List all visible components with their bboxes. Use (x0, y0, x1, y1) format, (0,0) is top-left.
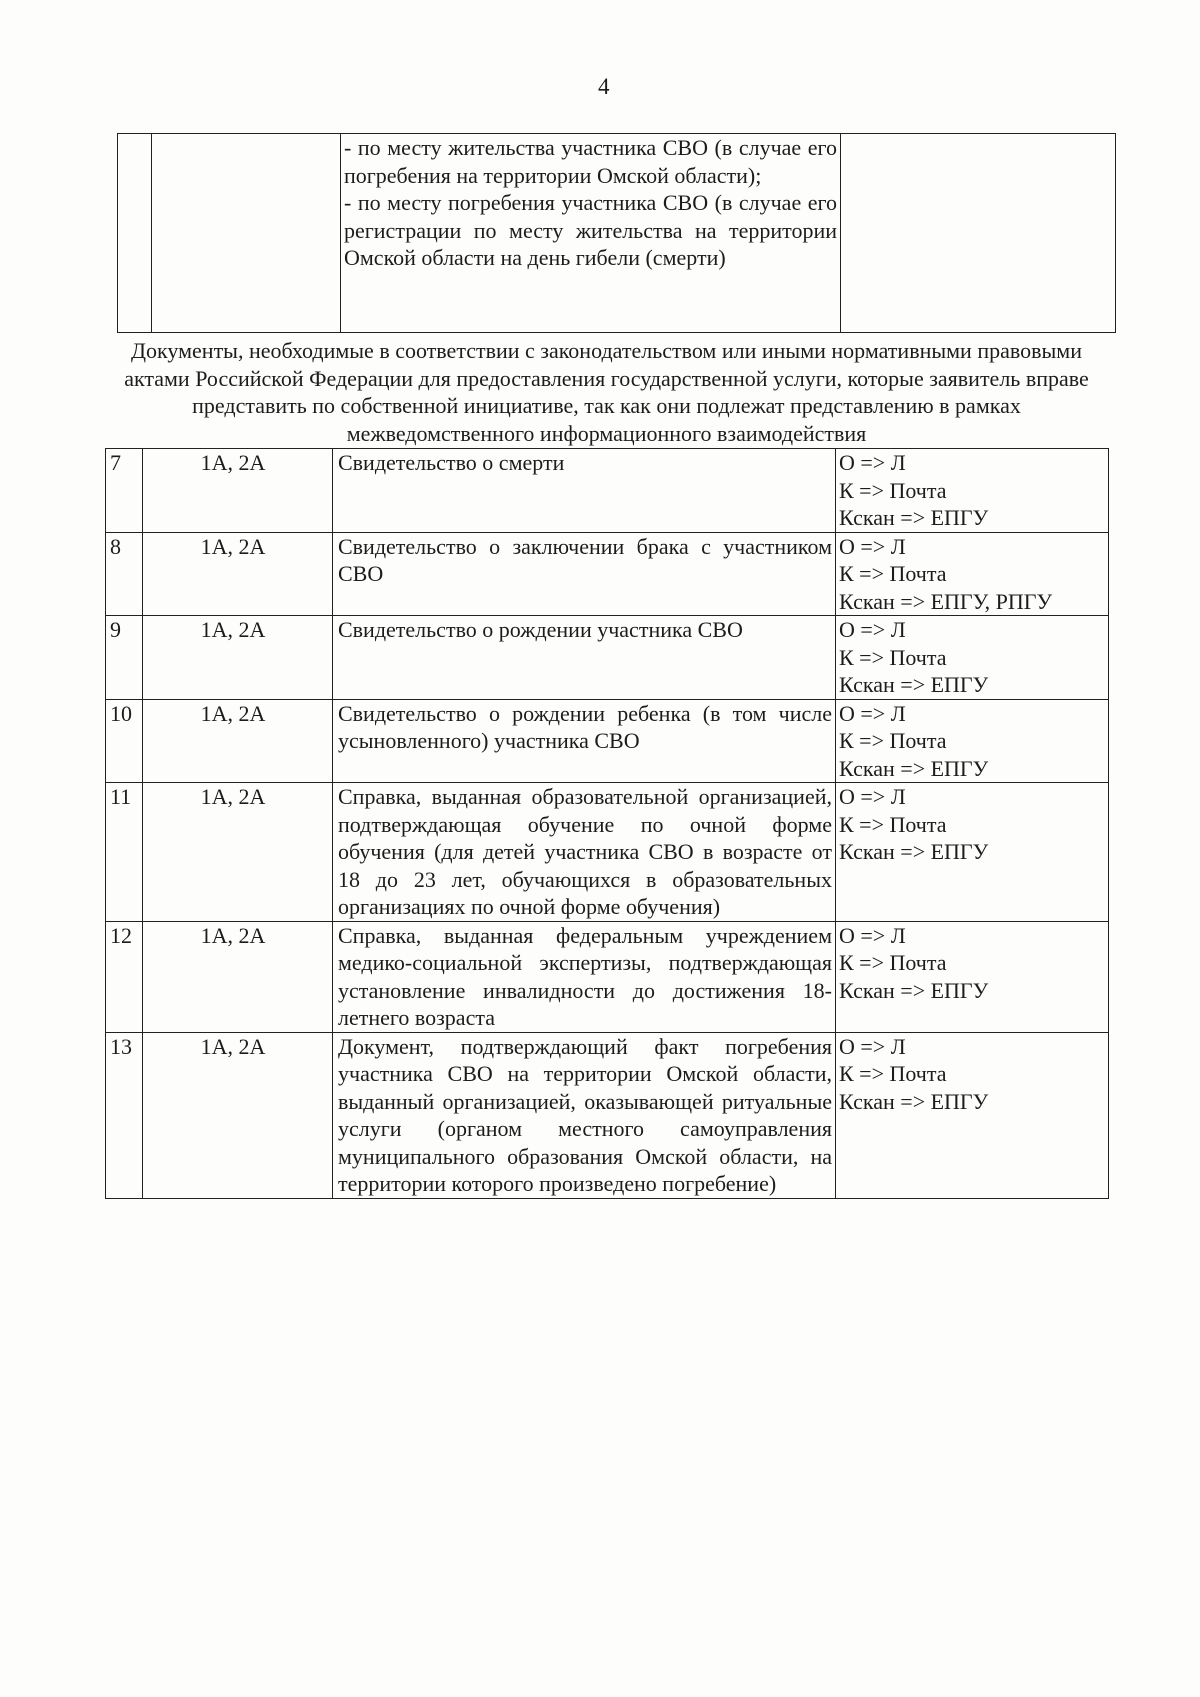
way-line: О => Л (839, 533, 906, 559)
section-heading: Документы, необходимые в соответствии с законодательством или иными нормативными правовыми актами Российской Федерации для предоставления государственной услуги, которые заявитель вправе представить по собственной инициативе, так как они подлежат представлению в рамках межведомственного информационного взаимодействия (124, 338, 1089, 446)
continuation-text-cell (341, 134, 841, 333)
way-line: Кскан => ЕПГУ, РПГУ (839, 588, 1053, 614)
row-categories: 1А, 2А (143, 783, 333, 922)
continuation-ways-cell (841, 134, 1116, 333)
way-line: Кскан => ЕПГУ (839, 672, 989, 697)
row-ways (836, 783, 1109, 922)
way-line: О => Л (839, 450, 906, 475)
row-number: 13 (106, 1032, 143, 1198)
row-number: 12 (106, 921, 143, 1032)
row-number: 9 (106, 616, 143, 700)
row-document: Свидетельство о рождении участника СВО (333, 616, 836, 700)
continuation-row (118, 134, 1116, 333)
way-line: О => Л (839, 617, 906, 642)
continuation-line: - по месту погребения участника СВО (в случае его регистрации по месту жительства на территории Омской области на день гибели (смерти) (344, 190, 837, 270)
way-line: О => Л (839, 922, 906, 948)
way-line: Кскан => ЕПГУ (839, 839, 989, 864)
table-row (106, 699, 1109, 783)
row-document: Свидетельство о смерти (333, 449, 836, 533)
table-row (106, 921, 1109, 1032)
row-document: Документ, подтверждающий факт погребения участника СВО на территории Омской области, выданный организацией, оказывающей ритуальные услуги (органом местного самоуправления муниципального образования Омской области, на территории которого произведено погребение) (333, 1032, 836, 1198)
row-categories: 1А, 2А (143, 921, 333, 1032)
table-row (106, 449, 1109, 533)
row-number: 8 (106, 532, 143, 616)
way-line: О => Л (839, 1033, 906, 1059)
way-line: Кскан => ЕПГУ (839, 1088, 989, 1114)
way-line: К => Почта (839, 477, 947, 503)
documents-table (105, 448, 1109, 1199)
way-line: К => Почта (839, 950, 947, 975)
row-ways (836, 616, 1109, 700)
row-number: 11 (106, 783, 143, 922)
documents-table-body (106, 449, 1109, 1199)
row-categories: 1А, 2А (143, 699, 333, 783)
row-number: 10 (106, 699, 143, 783)
table-row (106, 1032, 1109, 1198)
continuation-category-cell (152, 134, 341, 333)
way-line: О => Л (839, 700, 906, 726)
row-categories: 1А, 2А (143, 616, 333, 700)
row-ways (836, 449, 1109, 533)
row-categories: 1А, 2А (143, 532, 333, 616)
way-line: Кскан => ЕПГУ (839, 977, 989, 1003)
row-ways (836, 1032, 1109, 1198)
continuation-line: - по месту жительства участника СВО (в случае его погребения на территории Омской области); (344, 135, 837, 188)
row-number: 7 (106, 449, 143, 533)
way-line: Кскан => ЕПГУ (839, 755, 989, 781)
way-line: К => Почта (839, 728, 947, 753)
way-line: К => Почта (839, 561, 947, 586)
way-line: Кскан => ЕПГУ (839, 505, 989, 530)
page-number: 4 (598, 74, 610, 99)
row-document: Свидетельство о рождении ребенка (в том числе усыновленного) участника СВО (333, 699, 836, 783)
way-line: К => Почта (839, 644, 947, 670)
way-line: К => Почта (839, 1061, 947, 1086)
way-line: О => Л (839, 784, 906, 809)
row-document: Свидетельство о заключении брака с участником СВО (333, 532, 836, 616)
row-document: Справка, выданная образовательной организацией, подтверждающая обучение по очной форме обучения (для детей участника СВО в возрасте от 18 до 23 лет, обучающихся в образовательных организациях по очной форме обучения) (333, 783, 836, 922)
row-ways (836, 532, 1109, 616)
row-categories: 1А, 2А (143, 1032, 333, 1198)
row-categories: 1А, 2А (143, 449, 333, 533)
table-row (106, 532, 1109, 616)
table-row (106, 783, 1109, 922)
continuation-table (117, 133, 1116, 333)
row-ways (836, 921, 1109, 1032)
table-row (106, 616, 1109, 700)
row-document: Справка, выданная федеральным учреждением медико-социальной экспертизы, подтверждающая установление инвалидности до достижения 18-летнего возраста (333, 921, 836, 1032)
row-ways (836, 699, 1109, 783)
continuation-num-cell (118, 134, 152, 333)
way-line: К => Почта (839, 811, 947, 837)
